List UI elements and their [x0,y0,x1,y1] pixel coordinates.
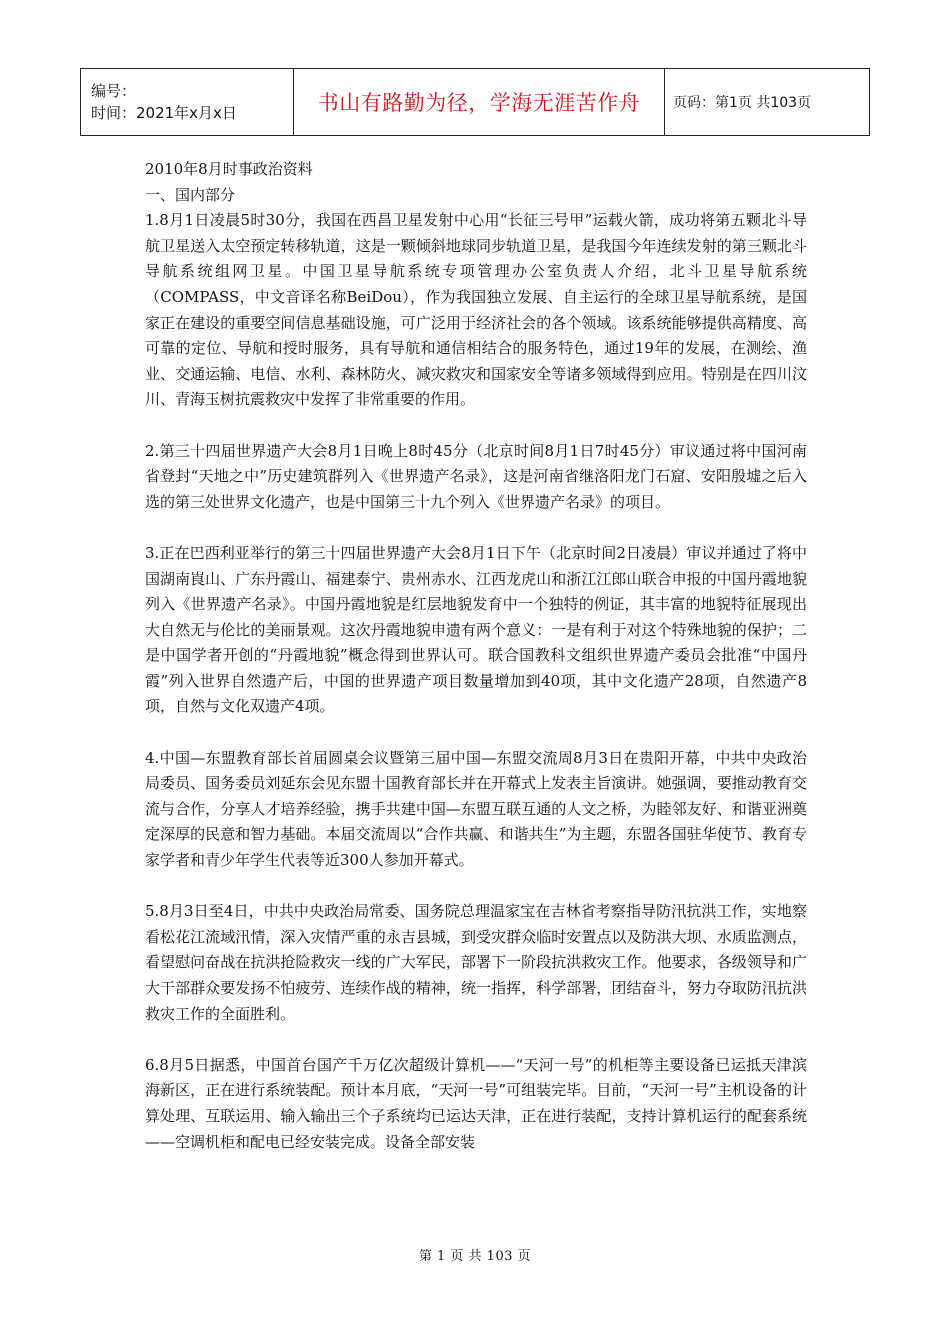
document-header [80,68,870,136]
news-item-2: 2.第三十四届世界遗产大会8月1日晚上8时45分（北京时间8月1日7时45分）审议通过将中国河南省登封“天地之中”历史建筑群列入《世界遗产名录》，这是河南省继洛阳龙门石窟、安阳殷墟之后入选的第三处世界文化遗产，也是中国第三十九个列入《世界遗产名录》的项目。 [145,441,807,511]
news-item-3: 3.正在巴西利亚举行的第三十四届世界遗产大会8月1日下午（北京时间2日凌晨）审议并通过了将中国湖南崀山、广东丹霞山、福建泰宁、贵州赤水、江西龙虎山和浙江江郎山联合申报的中国丹霞地貌列入《世界遗产名录》。中国丹霞地貌是红层地貌发育中一个独特的例证，其丰富的地貌特征展现出大自然无与伦比的美丽景观。这次丹霞地貌申遗有两个意义：一是有利于对这个特殊地貌的保护；二是中国学者开创的“丹霞地貌”概念得到世界认可。联合国教科文组织世界遗产委员会批准“中国丹霞”列入世界自然遗产后，中国的世界遗产项目数量增加到40项，其中文化遗产28项，自然遗产8项，自然与文化双遗产4项。 [145,543,807,716]
page-info-text: 页码：第1页 共103页 [673,95,812,111]
paragraph-gap [145,874,807,900]
paragraph-gap [145,1027,807,1053]
paragraph-gap [145,720,807,746]
paragraph-gap [145,515,807,541]
motto-cell [294,69,665,136]
document-body [145,157,807,1155]
document-title: 2010年8月时事政治资料 [145,160,313,178]
motto-text: 书山有路勤为径，学海无涯苦作舟 [317,91,641,115]
date-label: 时间：2021年x月x日 [91,104,237,122]
news-item-4: 4.中国—东盟教育部长首届圆桌会议暨第三届中国—东盟交流周8月3日在贵阳开幕，中共中央政治局委员、国务委员刘延东会见东盟十国教育部长并在开幕式上发表主旨演讲。她强调，要推动教育交流与合作，分享人才培养经验，携手共建中国—东盟互联互通的人文之桥，为睦邻友好、和谐亚洲奠定深厚的民意和智力基础。本届交流周以“合作共赢、和谐共生”为主题，东盟各国驻华使节、教育专家学者和青少年学生代表等近300人参加开幕式。 [145,748,807,870]
page-number: 第 1 页 共 103 页 [418,1249,532,1264]
news-item-5: 5.8月3日至4日，中共中央政治局常委、国务院总理温家宝在吉林省考察指导防汛抗洪工作，实地察看松花江流域汛情，深入灾情严重的永吉县城，到受灾群众临时安置点以及防洪大坝、水质监测点，看望慰问奋战在抗洪抢险救灾一线的广大军民，部署下一阶段抗洪救灾工作。他要求，各级领导和广大干部群众要发扬不怕疲劳、连续作战的精神，统一指挥，科学部署，团结奋斗，努力夺取防汛抗洪救灾工作的全面胜利。 [145,902,807,1023]
page-info-cell [665,69,870,136]
news-item-6: 6.8月5日据悉，中国首台国产千万亿次超级计算机——“天河一号”的机柜等主要设备已运抵天津滨海新区，正在进行系统装配。预计本月底，“天河一号”可组装完毕。目前，“天河一号”主机设备的计算处理、互联运用、输入输出三个子系统均已运达天津，正在进行装配，支持计算机运行的配套系统——空调机柜和配电已经安装完成。设备全部安装 [145,1055,807,1151]
serial-number-label: 编号： [91,82,137,100]
news-item-1: 1.8月1日凌晨5时30分，我国在西昌卫星发射中心用“长征三号甲”运载火箭，成功将第五颗北斗导航卫星送入太空预定转移轨道，这是一颗倾斜地球同步轨道卫星，是我国今年连续发射的第三颗北斗导航系统组网卫星。中国卫星导航系统专项管理办公室负责人介绍，北斗卫星导航系统（COMPASS，中文音译名称BeiDou），作为我国独立发展、自主运行的全球卫星导航系统，是国家正在建设的重要空间信息基础设施，可广泛用于经济社会的各个领域。该系统能够提供高精度、高可靠的定位、导航和授时服务，具有导航和通信相结合的服务特色，通过19年的发展，在测绘、渔业、交通运输、电信、水利、森林防火、减灾救灾和国家安全等诸多领域得到应用。特别是在四川汶川、青海玉树抗震救灾中发挥了非常重要的作用。 [145,211,807,409]
paragraph-gap [145,413,807,439]
header-meta-cell [81,69,294,136]
section-heading: 一、国内部分 [145,185,236,204]
page-footer [0,1245,950,1264]
